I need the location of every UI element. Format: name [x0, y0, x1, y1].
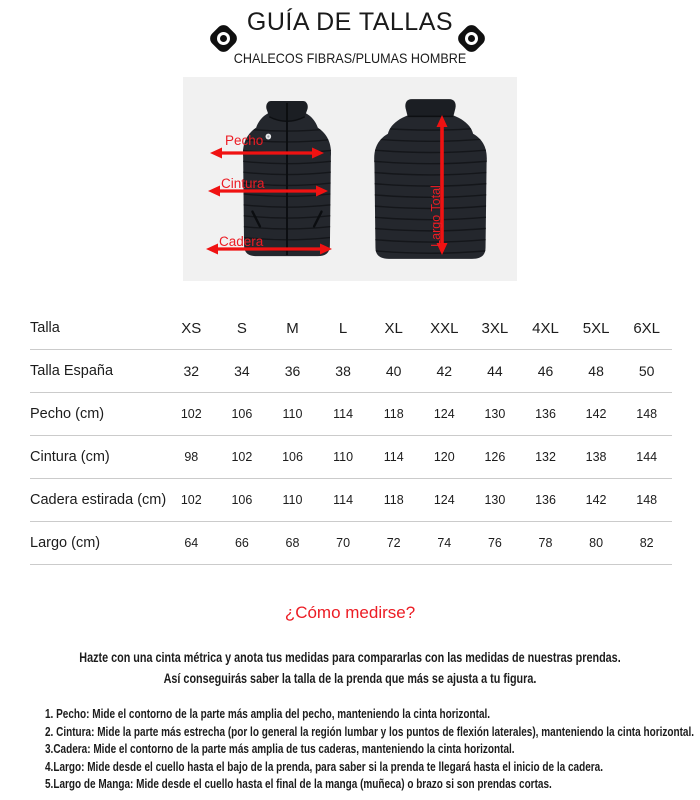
size-cell: 110 [282, 407, 303, 421]
header [0, 0, 700, 71]
size-cell: 142 [585, 493, 607, 507]
size-cell: 78 [538, 536, 553, 550]
size-cell: 114 [333, 493, 354, 507]
size-cell: 3XL [481, 319, 509, 337]
measure-step: 3.Cadera: Mide el contorno de la parte más amplia de tus caderas, manteniendo la cinta horizontal. [45, 742, 515, 756]
measure-intro-line-1: Hazte con una cinta métrica y anota tus medidas para compararlas con las medidas de nuestras prendas. [79, 650, 621, 665]
size-cell: 6XL [633, 319, 661, 337]
size-cell: L [338, 319, 348, 337]
size-cell: 138 [585, 450, 607, 464]
icon-dot [219, 34, 229, 44]
size-cell: 144 [636, 450, 658, 464]
size-cell: 126 [484, 450, 506, 464]
size-cell: M [286, 319, 299, 337]
size-table-row [30, 522, 672, 565]
hip-annotation-label: Cadera [219, 234, 264, 249]
size-cell: 106 [231, 493, 253, 507]
size-table-row [30, 479, 672, 522]
chest-annotation-label: Pecho [225, 133, 264, 148]
size-cell: XXL [430, 319, 459, 337]
chest-arrow [210, 148, 324, 159]
size-cell: 70 [336, 536, 351, 550]
measure-step: 1. Pecho: Mide el contorno de la parte más amplia del pecho, manteniendo la cinta horizontal. [45, 707, 491, 721]
waist-annotation-label: Cintura [221, 176, 265, 191]
measure-steps-list [45, 706, 700, 794]
size-cell: 46 [537, 363, 554, 379]
page-title: GUÍA DE TALLAS [246, 8, 454, 36]
size-cell: 5XL [582, 319, 610, 337]
size-cell: 114 [383, 450, 404, 464]
size-cell: 80 [589, 536, 604, 550]
size-cell: 114 [333, 407, 354, 421]
size-cell: 110 [282, 493, 303, 507]
size-row-label: Talla España [30, 363, 114, 379]
size-cell: 130 [484, 493, 506, 507]
length-annotation-label: Largo Total [429, 185, 443, 247]
size-cell: 102 [180, 493, 202, 507]
icon-ring [462, 29, 480, 47]
how-to-measure-heading: ¿Cómo medirse? [284, 603, 416, 622]
size-row-label: Cintura (cm) [30, 449, 110, 465]
size-cell: 32 [183, 363, 200, 379]
size-cell: 82 [639, 536, 654, 550]
size-cell: 42 [436, 363, 453, 379]
page-subtitle: CHALECOS FIBRAS/PLUMAS HOMBRE [233, 50, 467, 66]
size-cell: XL [384, 319, 403, 337]
size-cell: 102 [180, 407, 202, 421]
size-cell: 102 [231, 450, 253, 464]
size-cell: 124 [433, 407, 455, 421]
size-cell: 110 [333, 450, 354, 464]
size-cell: S [236, 319, 247, 337]
size-cell: 148 [636, 407, 658, 421]
size-cell: 130 [484, 407, 506, 421]
size-table-row [30, 350, 672, 393]
vest-measurement-figure [183, 77, 517, 281]
size-cell: 118 [383, 493, 404, 507]
size-cell: 34 [234, 363, 250, 379]
size-table-row [30, 393, 672, 436]
size-cell: 48 [588, 363, 604, 379]
size-cell: 132 [535, 450, 556, 464]
size-cell: 40 [385, 363, 402, 379]
size-cell: 124 [433, 493, 455, 507]
size-cell: 136 [535, 493, 556, 507]
size-cell: 120 [433, 450, 455, 464]
size-cell: 148 [636, 493, 658, 507]
size-cell: 136 [535, 407, 556, 421]
how-to-measure-section [0, 603, 700, 794]
size-cell: 106 [282, 450, 303, 464]
size-cell: 64 [184, 536, 199, 550]
size-cell: 44 [487, 363, 503, 379]
size-cell: 98 [184, 450, 199, 464]
size-cell: 72 [386, 536, 401, 550]
size-row-label: Cadera estirada (cm) [30, 492, 167, 508]
size-cell: 36 [284, 363, 301, 379]
size-cell: XS [181, 319, 202, 337]
size-cell: 142 [585, 407, 607, 421]
size-cell: 76 [487, 536, 502, 550]
measure-step: 5.Largo de Manga: Mide desde el cuello hasta el final de la manga (muñeca) o brazo si son prendas cortas. [45, 777, 552, 791]
size-table [30, 307, 672, 565]
size-cell: 38 [335, 363, 351, 379]
measure-step: 4.Largo: Mide desde el cuello hasta el bajo de la prenda, para saber si la prenda te llegará hasta el inicio de la cadera. [45, 759, 603, 774]
icon-ring [214, 29, 232, 47]
measure-step: 2. Cintura: Mide la parte más estrecha (por lo general la región lumbar y los puntos de flexión laterales), manteniendo la cinta horizontal. [45, 724, 695, 739]
size-cell: 118 [383, 407, 404, 421]
size-cell: 68 [285, 536, 300, 550]
size-table-row [30, 436, 672, 479]
size-table-row [30, 307, 672, 350]
size-cell: 74 [437, 536, 452, 550]
size-row-label: Pecho (cm) [30, 406, 105, 422]
size-row-label: Talla [30, 320, 60, 336]
size-cell: 4XL [532, 319, 559, 337]
size-cell: 50 [638, 363, 655, 379]
measure-intro-line-2: Así conseguirás saber la talla de la prenda que más se ajusta a tu figura. [163, 671, 537, 686]
size-cell: 66 [234, 536, 249, 550]
icon-dot [467, 34, 477, 44]
size-cell: 106 [231, 407, 253, 421]
size-row-label: Largo (cm) [30, 535, 101, 551]
